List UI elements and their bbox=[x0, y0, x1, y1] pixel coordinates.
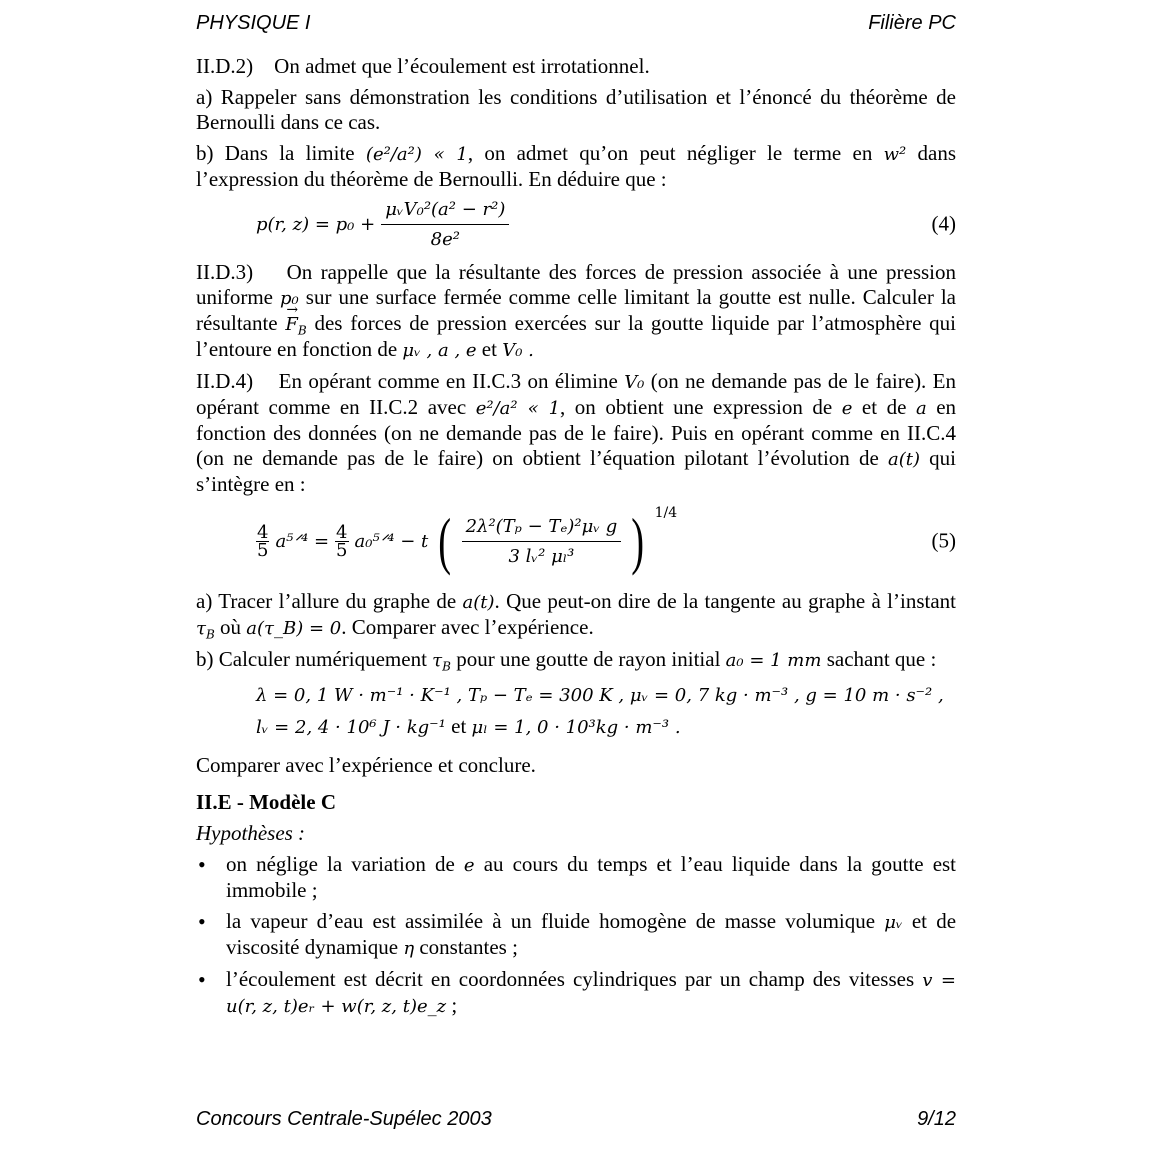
q-d2-label: II.D.2) bbox=[196, 54, 254, 78]
b3-end: ; bbox=[451, 993, 458, 1017]
eq4-numerator: μᵥV₀²(a² − r²) bbox=[381, 197, 509, 225]
q-d4-b bbox=[196, 647, 956, 673]
q-d4-a bbox=[196, 589, 956, 641]
list-item bbox=[196, 967, 956, 1019]
b2-t3: constantes ; bbox=[419, 935, 518, 959]
q-d4 bbox=[196, 369, 956, 497]
q-d4-a-tau bbox=[196, 618, 215, 642]
numeric-data-line1: λ = 0, 1 W · m⁻¹ · K⁻¹ , Tₚ − Tₑ = 300 K , μᵥ = 0, 7 kg · m⁻³ , g = 10 m · s⁻² , bbox=[256, 685, 944, 706]
q-d4-t4: et de bbox=[861, 395, 907, 419]
eq4-lhs: p(r, z) = p₀ + bbox=[256, 213, 376, 235]
page-footer bbox=[196, 1106, 956, 1132]
q-d4-a: a bbox=[915, 398, 927, 419]
hypotheses-list bbox=[196, 852, 956, 1019]
q-d4-b-t1: b) Calculer numériquement bbox=[196, 647, 427, 671]
q-d3-p0: p₀ bbox=[280, 288, 299, 309]
q-d3-fb-sub: B bbox=[297, 323, 307, 338]
equation-4 bbox=[196, 198, 956, 250]
q-d2-a: a) Rappeler sans démonstration les conditions d’utilisation et l’énoncé du théorème de Bernoulli dans ce cas. bbox=[196, 85, 956, 134]
numeric-data-lv: lᵥ = 2, 4 · 10⁶ J · kg⁻¹ bbox=[256, 717, 446, 738]
q-d4-e: e bbox=[841, 398, 853, 419]
header-left: PHYSIQUE I bbox=[196, 12, 311, 34]
q-d2-b-t1: b) Dans la limite bbox=[196, 141, 355, 165]
list-item bbox=[196, 852, 956, 903]
b3-t1: l’écoulement est décrit en coordonnées cylindriques par un champ des vitesses bbox=[226, 967, 915, 991]
list-item bbox=[196, 909, 956, 961]
q-d3-et: et bbox=[481, 337, 497, 361]
q-d4-at: a(t) bbox=[887, 449, 920, 470]
q-d4-a-t1: a) Tracer l’allure du graphe de bbox=[196, 589, 457, 613]
b1-e: e bbox=[463, 855, 475, 876]
q-d2-b-t2: , on admet qu’on peut négliger le terme en bbox=[467, 141, 873, 165]
page bbox=[196, 10, 956, 1145]
q-d3-fb bbox=[285, 312, 306, 337]
q-d4-v0: V₀ bbox=[624, 372, 645, 393]
hypotheses-label: Hypothèses : bbox=[196, 821, 306, 845]
eq5-denominator: 3 lᵥ² μₗ³ bbox=[508, 545, 575, 567]
eq4-denominator: 8e² bbox=[430, 228, 460, 250]
q-d3-t3: des forces de pression exercées sur la goutte liquide par l’atmosphère qui l’entoure en fonction de bbox=[196, 311, 956, 361]
q-d2-b-t3: dans l’expression du théorème de Bernoulli. En déduire que : bbox=[196, 141, 957, 191]
q-d4-b-t3: sachant que : bbox=[826, 647, 937, 671]
section-title-e: II.E - Modèle C bbox=[196, 790, 336, 814]
q-d3-vars: μᵥ , a , e bbox=[402, 340, 477, 361]
eq5-fraction bbox=[462, 514, 622, 569]
q-d2-intro-text: On admet que l’écoulement est irrotationnel. bbox=[274, 54, 650, 78]
eq5-coef-right-den: 5 bbox=[336, 539, 348, 561]
b1-t1: on néglige la variation de bbox=[226, 852, 455, 876]
eq5-paren-close: ) bbox=[631, 505, 645, 576]
page-header bbox=[196, 10, 956, 36]
q-d4-a-cond: a(τ_B) = 0 bbox=[246, 618, 342, 639]
numeric-data-mul: μₗ = 1, 0 · 10³kg · m⁻³ . bbox=[471, 717, 681, 738]
q-d4-a-tau-sym: τ bbox=[196, 618, 206, 639]
q-d4-a-at: a(t) bbox=[462, 592, 495, 613]
eq5-coef-left bbox=[256, 521, 269, 561]
b2-t1: la vapeur d’eau est assimilée à un fluide homogène de masse volumique bbox=[226, 909, 876, 933]
q-d3-v0: V₀ . bbox=[502, 340, 534, 361]
numeric-data-line2 bbox=[256, 711, 956, 743]
q-d4-t1: En opérant comme en II.C.3 on élimine bbox=[278, 369, 618, 393]
q-d4-label: II.D.4) bbox=[196, 369, 254, 393]
footer-left: Concours Centrale-Supélec 2003 bbox=[196, 1108, 492, 1130]
q-d3 bbox=[196, 260, 956, 363]
eq5-lhs: a⁵ᐟ⁴ = bbox=[275, 530, 330, 552]
q-d4-t6: qui s’intègre en : bbox=[196, 446, 957, 496]
q-d3-t1: On rappelle que la résultante des forces de pression associée à une pression uniforme bbox=[196, 260, 956, 309]
b3-eq: v = u(r, z, t)eᵣ + w(r, z, t)e_z bbox=[226, 970, 956, 1017]
q-d4-t3: , on obtient une expression de bbox=[560, 395, 833, 419]
header-right: Filière PC bbox=[868, 12, 956, 34]
eq5-mid: a₀⁵ᐟ⁴ − t bbox=[354, 530, 429, 552]
footer-right: 9/12 bbox=[917, 1108, 956, 1130]
q-d4-b-t2: pour une goutte de rayon initial bbox=[456, 647, 721, 671]
numeric-data-et: et bbox=[451, 714, 467, 738]
q-d4-conclude: Comparer avec l’expérience et conclure. bbox=[196, 753, 536, 777]
q-d3-t2: sur une surface fermée comme celle limitant la goutte est nulle. Calculer la résultante bbox=[196, 285, 957, 335]
equation-5: $\frac{4}{5}$ a⁵ᐟ⁴ = $\frac{4}{5}$ a₀⁵ᐟ⁴ − t ( $\frac{\text{2λ²(Tₚ − Tₑ)²μᵥ g}}{\text{3 lᵥ² μₗ³}}$ ) 1/4 (5) bbox=[257, 505, 956, 576]
eq5-coef-right-num: 4 bbox=[336, 521, 348, 543]
eq5-coef-left-den: 5 bbox=[257, 539, 269, 561]
eq5-coef-left-num: 4 bbox=[257, 521, 269, 543]
b2-eta: η bbox=[403, 938, 415, 959]
eq4-fraction bbox=[381, 197, 509, 252]
b2-mu: μᵥ bbox=[884, 912, 903, 933]
q-d4-a-tau-sub: B bbox=[205, 627, 215, 642]
eq5-paren-open: ( bbox=[438, 505, 452, 576]
eq4-number: (4) bbox=[931, 211, 956, 236]
q-d2-b bbox=[196, 141, 956, 192]
numeric-data bbox=[256, 681, 956, 743]
q-d3-label: II.D.3) bbox=[196, 260, 254, 284]
q-d4-a-t3: où bbox=[220, 615, 242, 639]
q-d4-b-a0: a₀ = 1 mm bbox=[725, 650, 822, 671]
q-d4-t2: (on ne demande pas de le faire). En opérant comme en II.C.2 avec bbox=[196, 369, 957, 419]
eq5-number: (5) bbox=[931, 528, 956, 553]
eq5-numerator: 2λ²(Tₚ − Tₑ)²μᵥ g bbox=[462, 514, 622, 542]
q-d2-intro bbox=[196, 54, 956, 79]
q-d4-a-t4: . Comparer avec l’expérience. bbox=[341, 615, 594, 639]
b1-t2: au cours du temps et l’eau liquide dans la goutte est immobile ; bbox=[226, 852, 957, 902]
q-d4-a-t2: . Que peut-on dire de la tangente au graphe à l’instant bbox=[494, 589, 957, 613]
q-d2-b-cond: (e²/a²) « 1 bbox=[365, 144, 468, 165]
q-d4-b-tau bbox=[432, 650, 451, 674]
q-d4-b-tau-sub: B bbox=[442, 659, 451, 674]
eq5-coef-right bbox=[335, 521, 348, 561]
q-d3-fb-letter: F bbox=[285, 314, 298, 335]
q-d2-b-w: w² bbox=[883, 144, 907, 165]
b2-t2: et de viscosité dynamique bbox=[226, 909, 957, 959]
q-d4-cond: e²/a² « 1 bbox=[475, 398, 561, 419]
q-d4-b-tau-sym: τ bbox=[432, 650, 443, 671]
q-d4-t5: en fonction des données (on ne demande pas de le faire). Puis en opérant comme en II.C.4 (on ne demande pas de le faire) on obtient l’équation pilotant l’évolution de bbox=[196, 395, 957, 470]
page-body bbox=[196, 54, 956, 1025]
